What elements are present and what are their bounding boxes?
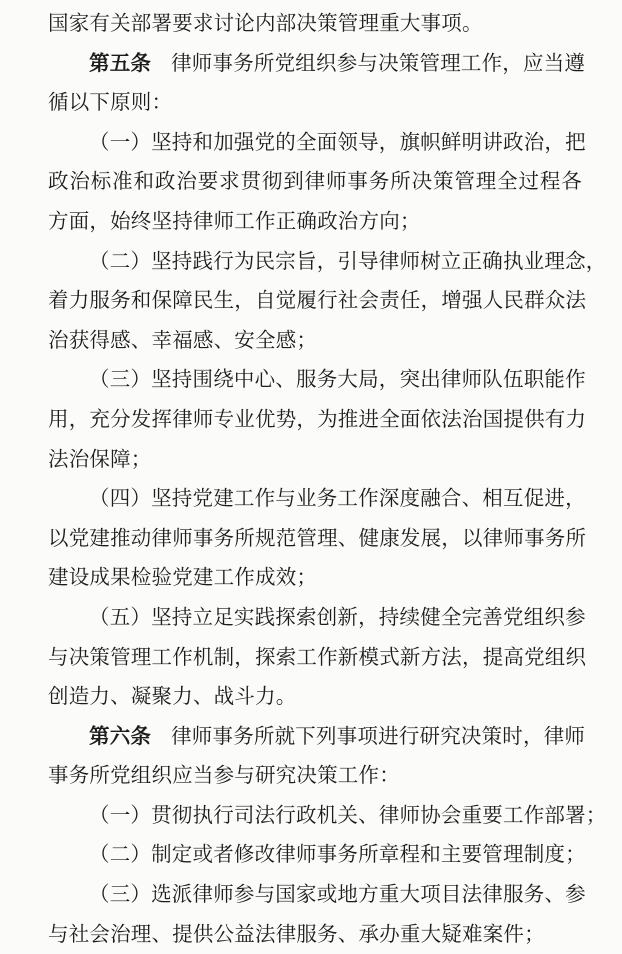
item-2-line: （二）制定或者修改律师事务所章程和主要管理制度； — [89, 842, 586, 867]
principle-5-line: （五）坚持立足实践探索创新，持续健全完善党组织参 — [89, 604, 586, 629]
article-6-heading-line: 第六条 律师事务所就下列事项进行研究决策时，律师 — [89, 723, 586, 748]
item-1-line: （一）贯彻执行司法行政机关、律师协会重要工作部署； — [89, 802, 607, 827]
paragraph-line: 与社会治理、提供公益法律服务、承办重大疑难案件； — [48, 921, 545, 946]
paragraph-line: 事务所党组织应当参与研究决策工作： — [48, 763, 400, 788]
paragraph-line: 国家有关部署要求讨论内部决策管理重大事项。 — [48, 11, 483, 35]
paragraph-line: 以党建推动律师事务所规范管理、健康发展，以律师事务所 — [48, 525, 587, 550]
article-label: 第五条 — [89, 50, 152, 75]
principle-2-line: （二）坚持践行为民宗旨，引导律师树立正确执业理念， — [89, 248, 607, 273]
paragraph-line: 循以下原则： — [48, 90, 173, 115]
principle-3-line: （三）坚持围绕中心、服务大局，突出律师队伍职能作 — [89, 367, 586, 392]
paragraph-line: 政治标准和政治要求贯彻到律师事务所决策管理全过程各 — [48, 169, 582, 194]
paragraph-line: 治获得感、幸福感、安全感； — [48, 327, 318, 352]
paragraph-line: 用，充分发挥律师专业优势，为推进全面依法治国提供有力 — [48, 406, 587, 431]
paragraph-line: 与决策管理工作机制，探索工作新模式新方法，提高党组织 — [48, 644, 587, 669]
article-label: 第六条 — [89, 723, 152, 748]
article-5-heading-line: 第五条 律师事务所党组织参与决策管理工作，应当遵 — [89, 50, 586, 75]
principle-1-line: （一）坚持和加强党的全面领导，旗帜鲜明讲政治，把 — [89, 129, 586, 154]
paragraph-line: 创造力、凝聚力、战斗力。 — [48, 684, 297, 709]
paragraph-line: 着力服务和保障民生，自觉履行社会责任，增强人民群众法 — [48, 288, 587, 313]
paragraph-line: 建设成果检验党建工作成效； — [48, 565, 318, 590]
paragraph-line: 法治保障； — [48, 446, 152, 471]
item-3-line: （三）选派律师参与国家或地方重大项目法律服务、参 — [89, 882, 586, 907]
principle-4-line: （四）坚持党建工作与业务工作深度融合、相互促进， — [89, 486, 586, 511]
paragraph-line: 方面，始终坚持律师工作正确政治方向； — [48, 208, 421, 233]
